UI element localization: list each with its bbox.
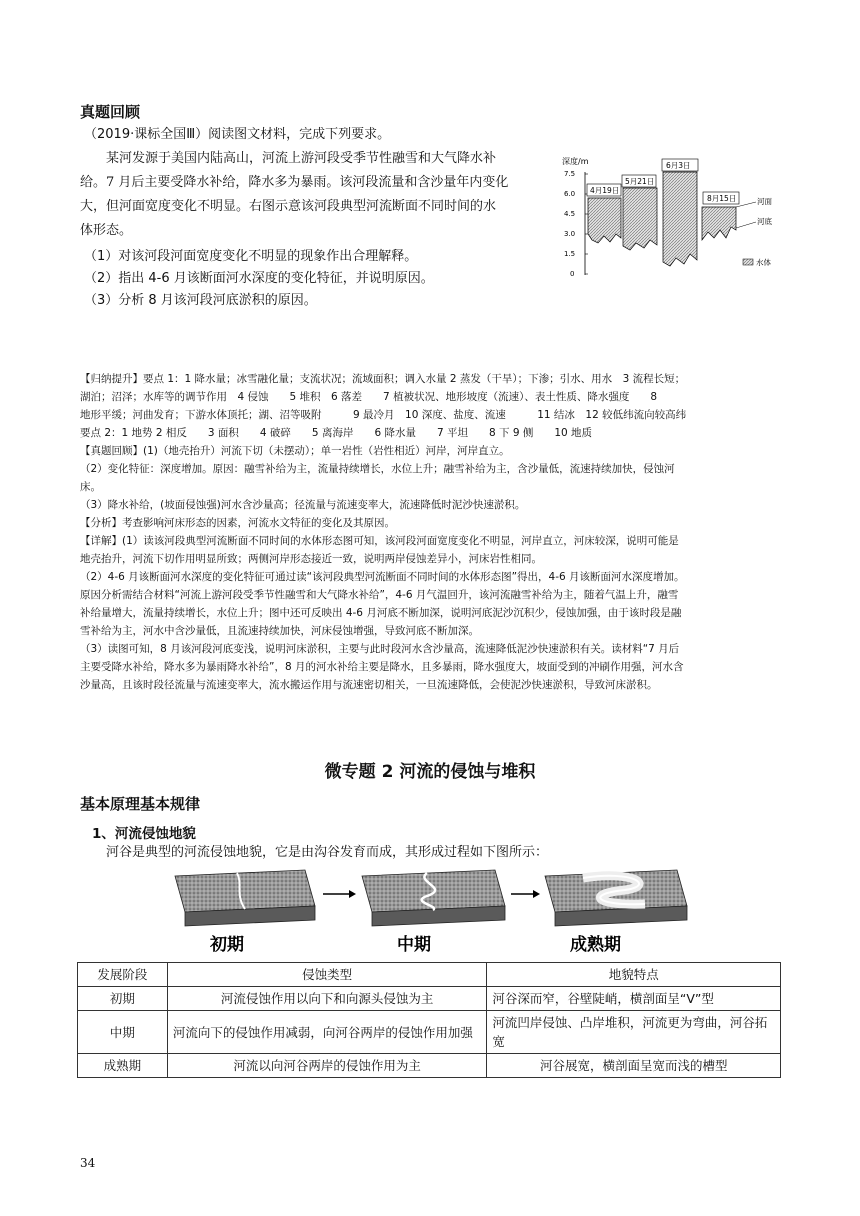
y-tick-label: 4.5: [564, 210, 576, 218]
label-surface: 河面: [757, 197, 772, 206]
arrow-icon: [349, 890, 356, 898]
date-label: 8月15日: [707, 194, 737, 203]
answer-line: 【归纳提升】要点 1：1 降水量；冰雪融化量；支流状况；流域面积；调入水量 2 蒸发（干旱）；下渗；引水、用水 3 流程长短；: [80, 373, 686, 385]
source-line: （2019·课标全国Ⅲ）阅读图文材料，完成下列要求。: [84, 127, 391, 142]
answer-line: （2）变化特征：深度增加。原因：融雪补给为主，流量持续增长，水位上升；融雪补给为主，含沙量低，流速持续加快，侵蚀河: [80, 463, 675, 475]
y-tick-label: 0: [570, 270, 575, 278]
table-cell: 河流以向河谷两岸的侵蚀作用为主: [167, 1054, 487, 1078]
question-3: （3）分析 8 月该河段河底淤积的原因。: [84, 293, 317, 308]
answer-line: 【详解】(1）读该河段典型河流断面不同时间的水体形态图可知，该河段河面宽度变化不明显，河岸直立，河床较深，说明可能是: [80, 535, 679, 547]
stage-label: 成熟期: [570, 935, 621, 955]
question-list: [84, 246, 434, 312]
table-header-row: [78, 963, 781, 987]
water-body-jun3: [663, 172, 697, 266]
table-cell: 成熟期: [78, 1054, 168, 1078]
principles-subheading: 基本原理基本规律: [80, 795, 201, 813]
table-row: [78, 1011, 781, 1054]
answer-line: 补给量增大，流量持续增长，水位上升；图中还可反映出 4-6 月河底不断加深，说明河底泥沙沉积少，侵蚀加强，由于该时段是融: [80, 607, 682, 619]
table-cell: 河谷展宽，横剖面呈宽而浅的槽型: [487, 1054, 781, 1078]
table-cell: 河流凹岸侵蚀、凸岸堆积，河流更为弯曲，河谷拓宽: [487, 1011, 781, 1054]
answer-line: 要点 2：1 地势 2 相反 3 面积 4 破碎 5 离海岸 6 降水量 7 平坦 8 下 9 侧 10 地质: [80, 427, 593, 439]
section-heading-review: 真题回顾: [80, 103, 141, 121]
early-stage-block: [175, 870, 315, 926]
table-cell: 中期: [78, 1011, 168, 1054]
answer-line: 雪补给为主，河水中含沙量低，且流速持续加快，河床侵蚀增强，导致河底不断加深。: [80, 625, 479, 637]
material-line: 给。7 月后主要受降水补给，降水多为暴雨。该河段流量和含沙量年内变化: [80, 175, 509, 190]
answer-line: 主要受降水补给，降水多为暴雨降水补给”，8 月的河水补给主要是降水，且多暴雨，降水强度大，坡面受到的冲刷作用强，河水含: [80, 661, 684, 673]
answer-line: 【真题回顾】(1)（地壳抬升）河流下切（未摆动）；单一岩性（岩性相近）河岸，河岸直立。: [80, 445, 510, 457]
label-bottom: 河底: [757, 217, 772, 226]
question-1: （1）对该河段河面宽度变化不明显的现象作出合理解释。: [84, 249, 418, 264]
answer-line: 床。: [80, 481, 101, 493]
material-paragraph: [80, 147, 552, 243]
answer-line: 地壳抬升，河流下切作用明显所致；两侧河岸形态接近一致，说明两岸侵蚀差异小，河床岩性相同。: [80, 553, 542, 565]
mature-stage-block: [545, 870, 687, 926]
table-cell: 河流向下的侵蚀作用减弱，向河谷两岸的侵蚀作用加强: [167, 1011, 487, 1054]
answer-line: （2）4-6 月该断面河水深度的变化特征可通过读“该河段典型河流断面不同时间的水体形态图”得出，4-6 月该断面河水深度增加。: [80, 571, 685, 583]
y-tick-label: 1.5: [564, 250, 576, 258]
answer-line: 沙量高，且该时段径流量与流速变率大，流水搬运作用与流速密切相关，一旦流速降低，会使泥沙快速淤积，导致河床淤积。: [80, 679, 658, 691]
table-header-cell: 侵蚀类型: [167, 963, 487, 987]
arrow-icon: [533, 890, 540, 898]
table-cell: 初期: [78, 987, 168, 1011]
stage-label: 中期: [397, 935, 431, 955]
y-tick-label: 7.5: [564, 170, 576, 178]
erosion-landform-heading: 1、河流侵蚀地貌: [92, 826, 196, 842]
y-tick-label: 6.0: [564, 190, 576, 198]
valley-intro: 河谷是典型的河流侵蚀地貌，它是由沟谷发育而成，其形成过程如下图所示：: [106, 845, 549, 860]
answer-line: 原因分析需结合材料“河流上游河段受季节性融雪和大气降水补给”，4-6 月气温回升，该河流融雪补给为主，随着气温上升，融雪: [80, 589, 679, 601]
answer-line: （3）读图可知，8 月该河段河底变浅，说明河床淤积，主要与此时段河水含沙量高，流速降低泥沙快速淤积有关。读材料“7 月后: [80, 643, 680, 655]
date-label: 5月21日: [625, 177, 655, 186]
river-cross-section-figure: [560, 150, 785, 285]
table-header-cell: 地貌特点: [487, 963, 781, 987]
table-cell: 河谷深而窄，谷壁陡峭，横剖面呈“V”型: [487, 987, 781, 1011]
question-2: （2）指出 4-6 月该断面河水深度的变化特征，并说明原因。: [84, 271, 434, 286]
page-number: 34: [80, 1156, 96, 1170]
material-line: 某河发源于美国内陆高山，河流上游河段受季节性融雪和大气降水补: [106, 151, 497, 166]
answer-block: [80, 370, 785, 694]
legend-label: 水体: [756, 258, 771, 267]
date-label: 4月19日: [590, 186, 620, 195]
y-axis-title: 深度/m: [562, 157, 589, 166]
stage-label: 初期: [210, 935, 244, 955]
water-body-may21: [623, 188, 657, 250]
answer-line: （3）降水补给，(坡面侵蚀强)河水含沙量高；径流量与流速变率大，流速降低时泥沙快速淤积。: [80, 499, 526, 511]
y-tick-label: 3.0: [564, 230, 576, 238]
table-header-cell: 发展阶段: [78, 963, 168, 987]
legend-swatch: [743, 259, 753, 265]
answer-line: 【分析】考查影响河床形态的因素，河流水文特征的变化及其原因。: [80, 517, 395, 529]
date-label: 6月3日: [666, 161, 691, 170]
middle-stage-block: [362, 870, 505, 926]
answer-line: 地形平缓；河曲发育；下游水体顶托；湖、沼等吸附 9 最冷月 10 深度、盐度、流速 11 结冰 12 较低纬流向较高纬: [80, 409, 687, 421]
answer-line: 湖泊；沼泽；水库等的调节作用 4 侵蚀 5 堆积 6 落差 7 植被状况、地形坡度（流速）、表土性质、降水强度 8: [80, 391, 658, 403]
material-line: 体形态。: [80, 223, 133, 238]
table-cell: 河流侵蚀作用以向下和向源头侵蚀为主: [167, 987, 487, 1011]
water-body-apr19: [588, 198, 621, 243]
valley-development-figure: [165, 864, 695, 956]
water-body-aug15: [702, 207, 736, 240]
table-row: [78, 1054, 781, 1078]
valley-development-table: [77, 962, 781, 1078]
material-line: 大，但河面宽度变化不明显。右图示意该河段典型河流断面不同时间的水: [80, 199, 497, 214]
table-row: [78, 987, 781, 1011]
special-topic-title: 微专题 2 河流的侵蚀与堆积: [324, 762, 536, 782]
